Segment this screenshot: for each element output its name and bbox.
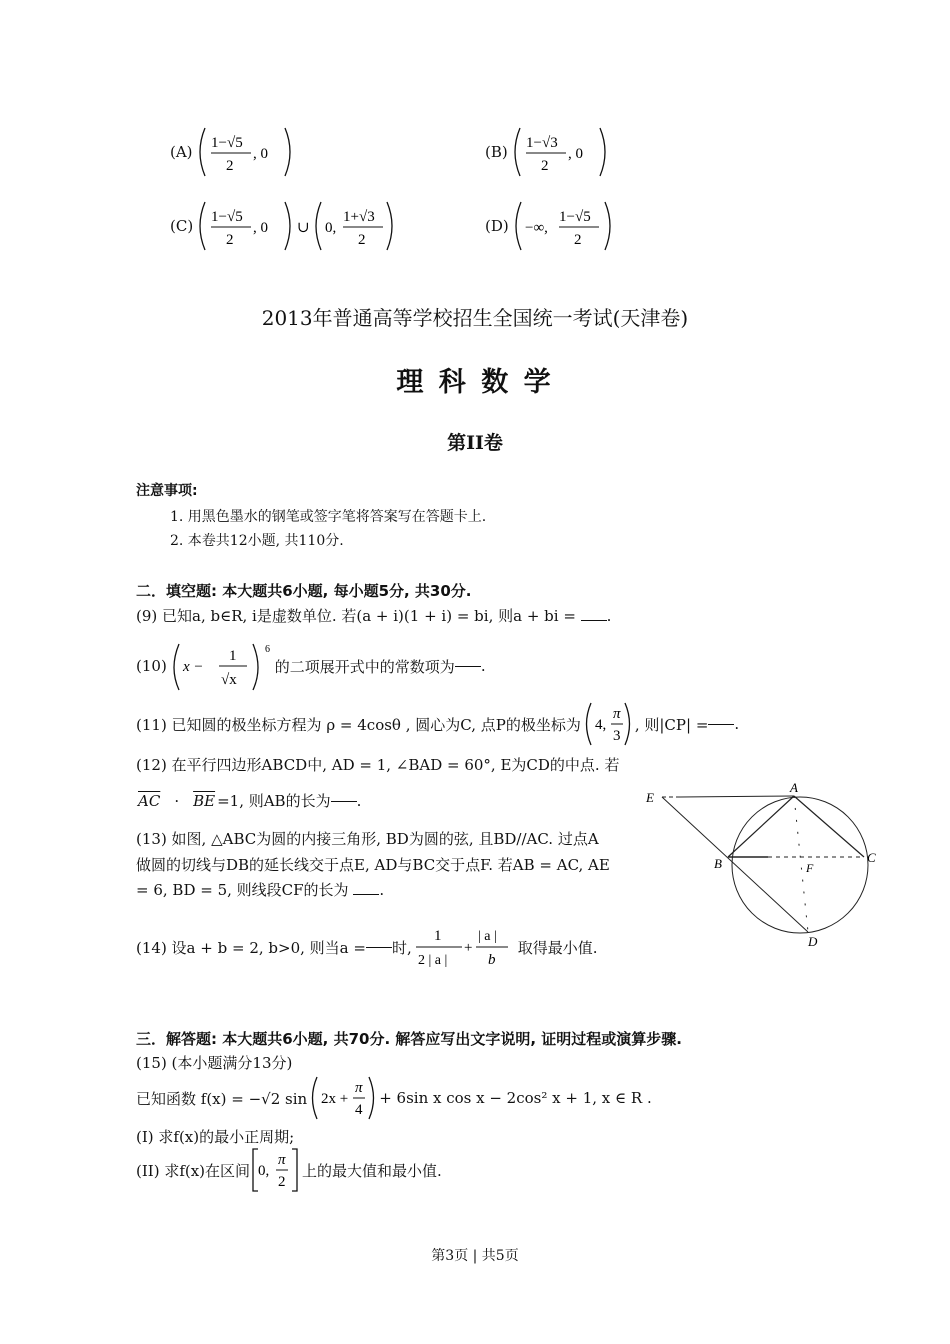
figure-label-c: C (867, 850, 876, 865)
q14-f1-den: 2 | a | (417, 953, 448, 968)
choice-c-den1: 2 (226, 232, 234, 248)
figure-line-ea (680, 796, 794, 797)
q11-point-num: π (612, 706, 621, 722)
q13-line3: = 6, BD = 5, 则线段CF的长为 . (136, 881, 385, 899)
q11: (11) 已知圆的极坐标方程为 ρ = 4cosθ , 圆心为C, 点P的极坐标为 4, π 3 , 则|CP| = . (136, 700, 739, 748)
q14-expression (412, 922, 518, 972)
q13-line1: (13) 如图, △ABC为圆的内接三角形, BD为圆的弦, 且BD//AC. 过点A (136, 830, 599, 848)
choice-c-num1: 1−√5 (211, 209, 243, 225)
q13-figure (640, 780, 890, 950)
q14-blank (366, 946, 392, 948)
choice-a-num: 1−√5 (210, 135, 243, 151)
choice-c (170, 198, 403, 254)
choice-c-union: ∪ (297, 220, 310, 236)
q12-vec-be: $\overline{BE}$ (193, 791, 216, 810)
q12-blank (331, 800, 357, 802)
choice-d (485, 198, 619, 254)
q10-text: 的二项展开式中的常数项为 (274, 657, 455, 676)
q10-exp: 6 (264, 644, 270, 655)
q10-num: 1 (228, 648, 237, 664)
section3-title: 三．解答题: 本大题共6小题, 共70分. 解答应写出文字说明, 证明过程或演算步骤. (136, 1030, 682, 1048)
choice-a-label: (A) (170, 143, 193, 161)
q11-blank (708, 723, 734, 725)
page-footer: 第3页 | 共5页 (431, 1248, 519, 1264)
q15-inner-den: 4 (355, 1102, 363, 1118)
notes-title: 注意事项: (136, 483, 198, 499)
q15-interval-num: π (278, 1152, 286, 1168)
choice-a-formula (193, 124, 303, 180)
q11-pre: (11) 已知圆的极坐标方程为 ρ = 4cosθ , 圆心为C, 点P的极坐标为 (136, 715, 581, 734)
q15-part2-pre: (II) 求f(x)在区间 (136, 1161, 251, 1180)
part-title: 第II卷 (447, 432, 503, 454)
q14-f2-den: b (487, 952, 496, 968)
q9-text: (9) 已知a, b∈R, i是虚数单位. 若(a + i)(1 + i) = bi, 则a + bi = (136, 607, 576, 625)
q10-label: (10) (136, 657, 167, 675)
choice-d-den: 2 (573, 232, 582, 248)
q15-interval-a: 0, (258, 1163, 270, 1179)
notes-item-2: 2. 本卷共12小题, 共110分. (170, 533, 344, 549)
choice-b-formula (508, 124, 618, 180)
q15-inner-num: π (355, 1080, 363, 1096)
q11-post: , 则|CP| = (634, 715, 709, 734)
q10-x: x − (182, 659, 204, 675)
q15-interval (250, 1146, 302, 1194)
choice-d-formula (509, 198, 619, 254)
figure-label-b: B (714, 856, 722, 871)
choice-c-num2: 1+√3 (343, 209, 375, 225)
figure-label-d: D (808, 934, 818, 949)
choice-b-tail: , 0 (567, 146, 583, 162)
q14 (136, 922, 598, 972)
q9: (9) 已知a, b∈R, i是虚数单位. 若(a + i)(1 + i) = bi, 则a + bi = . (136, 607, 612, 625)
figure-circle (732, 797, 868, 933)
choice-b-den: 2 (540, 158, 549, 174)
q13-line3-text: = 6, BD = 5, 则线段CF的长为 (136, 881, 349, 899)
q15-func-pre: 已知函数 f(x) = −√2 sin (136, 1089, 308, 1108)
q15-part2-post: 上的最大值和最小值. (302, 1161, 442, 1180)
q13-blank (353, 893, 379, 895)
choice-c-formula (193, 198, 403, 254)
choice-c-den2: 2 (358, 232, 366, 248)
q15-interval-den: 2 (278, 1174, 286, 1190)
choice-d-label: (D) (485, 217, 509, 235)
exam-title: 2013年普通高等学校招生全国统一考试(天津卷) (261, 306, 689, 330)
q12-line2: $\overline{AC}$ · $\overline{BE}$ =1, 则AB的长为 . (138, 791, 362, 810)
choice-b-label: (B) (485, 143, 508, 161)
q15-inner-expr: 2x + (321, 1091, 349, 1107)
q10-formula (167, 640, 275, 692)
choice-a (170, 124, 303, 180)
q15-func-post: + 6sin x cos x − 2cos² x + 1, x ∈ R . (379, 1089, 652, 1107)
q9-blank (581, 619, 607, 621)
q11-point-a: 4, (594, 717, 607, 733)
q10-blank (455, 665, 481, 667)
choice-b-num: 1−√3 (525, 135, 558, 151)
q15-function (136, 1074, 652, 1122)
figure-line-ab (728, 796, 794, 857)
choice-c-tail1: , 0 (253, 220, 269, 236)
choice-d-num: 1−√5 (558, 209, 591, 225)
figure-label-f: F (806, 861, 814, 875)
q15-head: (15) (本小题满分13分) (136, 1054, 293, 1072)
q14-pre: (14) 设a + b = 2, b>0, 则当a = (136, 938, 366, 957)
q14-f1-num: 1 (433, 928, 442, 944)
notes-item-1: 1. 用黑色墨水的钢笔或签字笔将答案写在答题卡上. (170, 509, 487, 525)
subject-title: 理 科 数 学 (396, 367, 554, 398)
q12-line1: (12) 在平行四边形ABCD中, AD = 1, ∠BAD = 60°, E为CD的中点. 若 (136, 756, 620, 774)
choice-c-head2: 0, (325, 220, 337, 236)
q10: (10) x − 1 √x 6 的二项展开式中的常数项为 . (136, 640, 486, 692)
q12-line2-text: =1, 则AB的长为 (217, 792, 331, 810)
section2-title: 二．填空题: 本大题共6小题, 每小题5分, 共30分. (136, 582, 472, 600)
q15-part2 (136, 1146, 442, 1194)
q12-vec-ac: $\overline{AC}$ (138, 791, 161, 810)
q11-point (581, 700, 635, 748)
choice-b (485, 124, 618, 180)
figure-label-e: E (646, 790, 654, 805)
q14-f2-num: | a | (477, 929, 497, 944)
q15-part1: (I) 求f(x)的最小正周期; (136, 1128, 295, 1146)
figure-line-ed (662, 797, 808, 932)
choice-d-head: −∞, (524, 220, 548, 236)
q14-mid: 时, (391, 938, 412, 957)
q11-point-den: 3 (612, 728, 621, 744)
q12-dot: · (174, 791, 180, 810)
q14-post: 取得最小值. (517, 938, 598, 957)
q10-den: √x (220, 672, 237, 688)
q14-plus: + (463, 940, 473, 956)
q13-line2: 做圆的切线与DB的延长线交于点E, AD与BC交于点F. 若AB = AC, AE (136, 856, 610, 874)
figure-line-ac (794, 796, 864, 857)
choice-a-den: 2 (225, 158, 234, 174)
choice-c-label: (C) (170, 217, 194, 235)
figure-label-a: A (790, 780, 798, 795)
q15-inner (307, 1074, 379, 1122)
choice-a-tail: , 0 (252, 146, 268, 162)
